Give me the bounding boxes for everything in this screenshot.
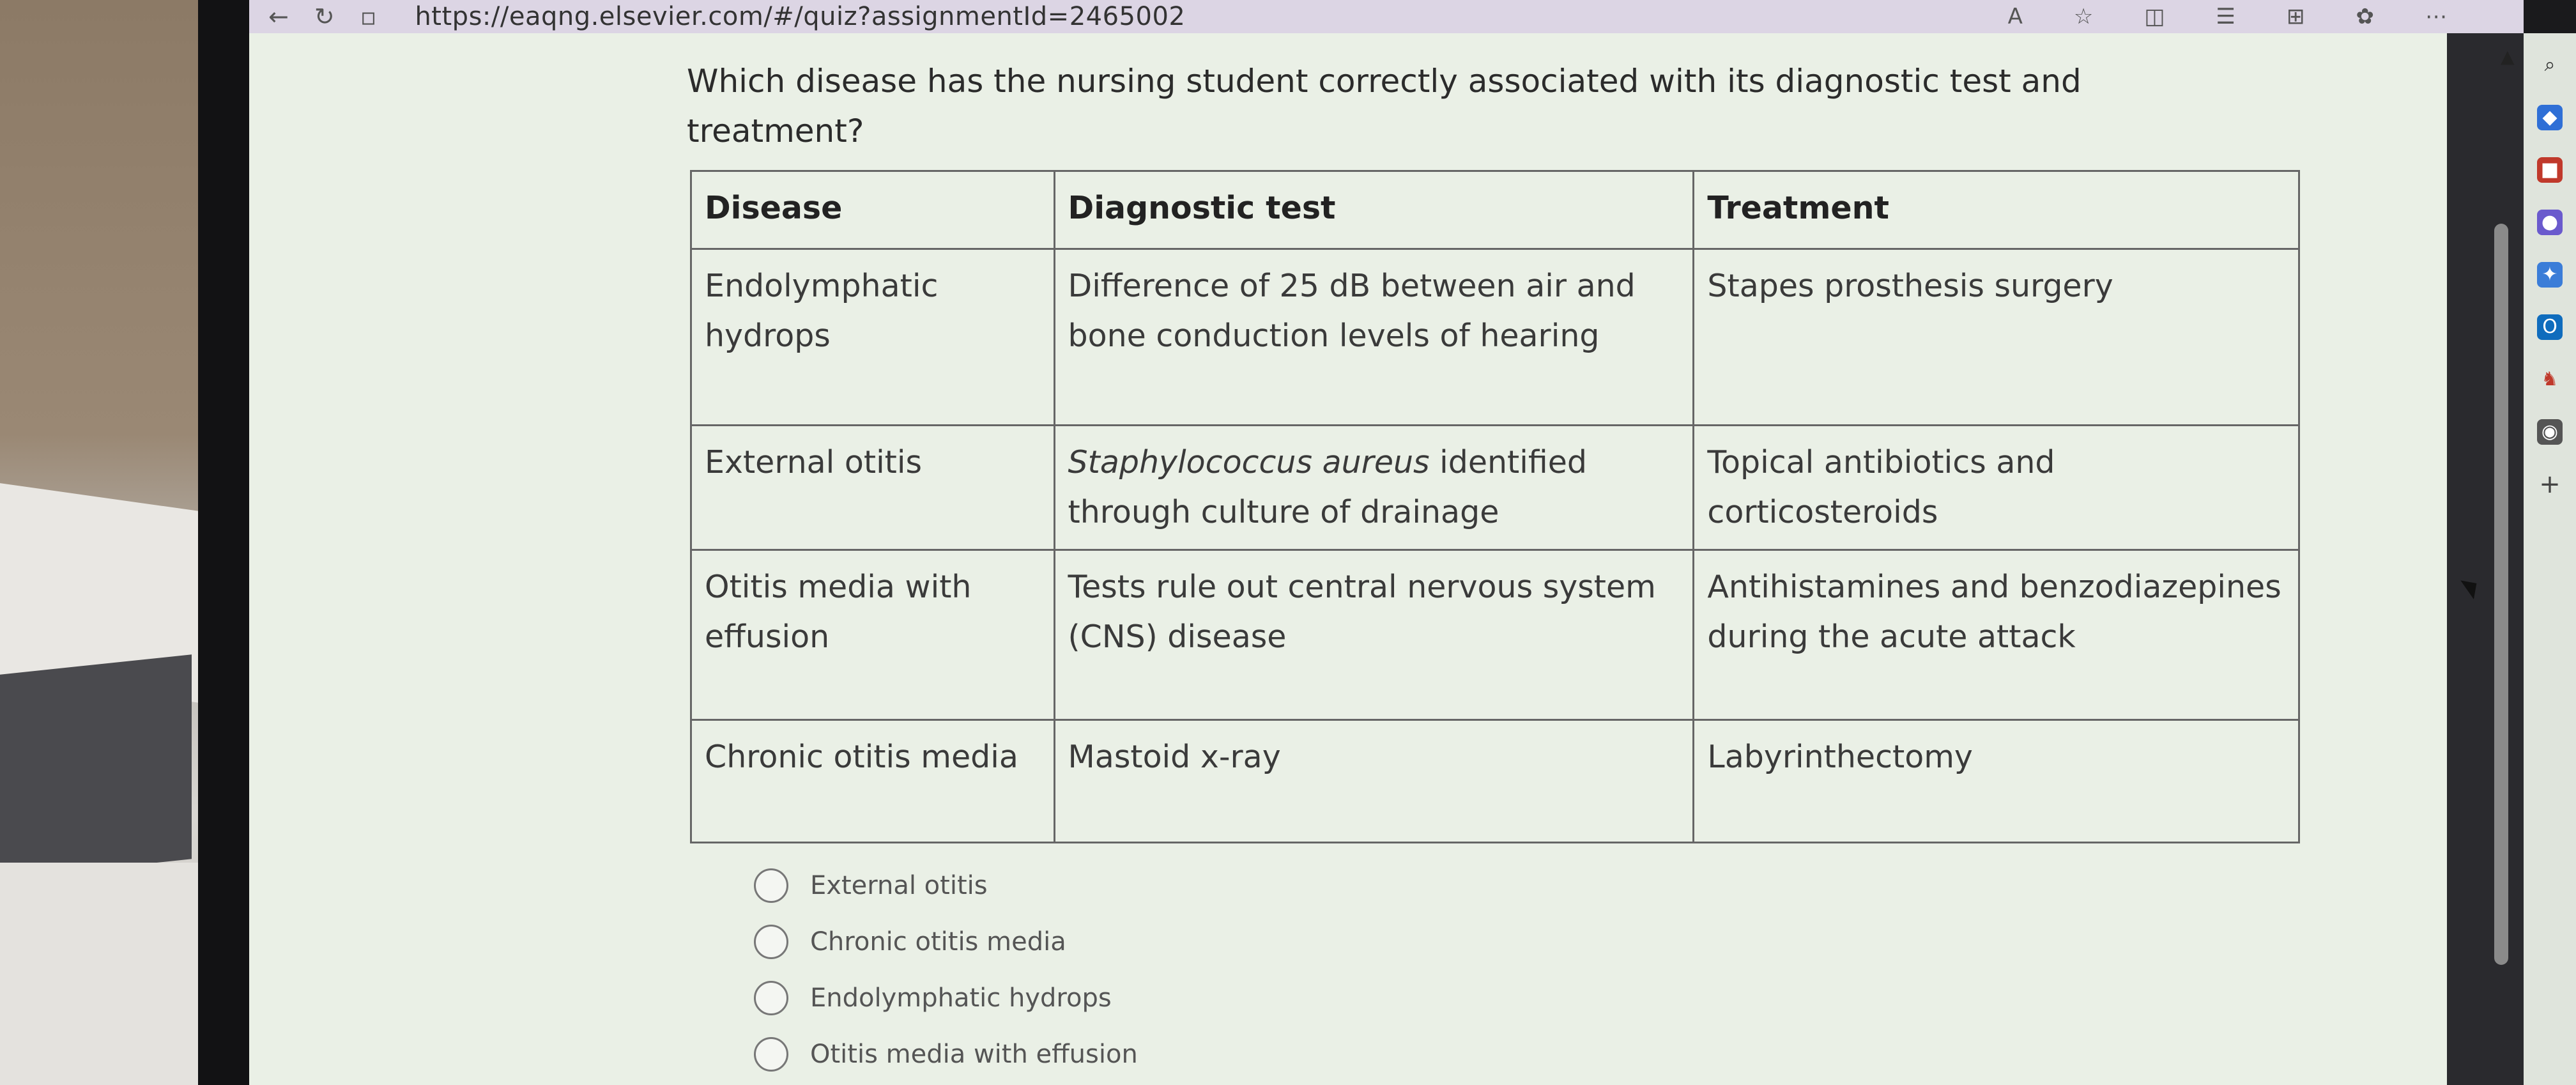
- add-icon[interactable]: +: [2539, 470, 2561, 499]
- nav-buttons: [268, 3, 376, 31]
- paper-sheet-lower: [0, 863, 230, 1085]
- scrollbar-thumb[interactable]: [2494, 224, 2508, 965]
- shopping-tag-icon[interactable]: ◆: [2537, 105, 2563, 130]
- dark-paper: [0, 654, 192, 879]
- read-aloud-icon[interactable]: A: [2007, 4, 2023, 29]
- favorite-star-icon[interactable]: ☆: [2073, 4, 2094, 29]
- treatment-cell: Topical antibiotics and corticosteroids: [1694, 426, 2299, 550]
- scroll-up-arrow-icon[interactable]: ▲: [2501, 46, 2515, 67]
- extensions-icon[interactable]: ✿: [2356, 4, 2374, 29]
- radio-button[interactable]: [754, 981, 788, 1015]
- reload-icon[interactable]: ↻: [314, 3, 335, 31]
- browser-actions: [2008, 4, 2447, 29]
- treatment-cell: Stapes prosthesis surgery: [1694, 249, 2299, 426]
- table-row: [691, 249, 2299, 426]
- disease-cell: Chronic otitis media: [691, 720, 1055, 843]
- monitor-bezel: [198, 0, 249, 1085]
- organism-name: Staphylococcus aureus: [1068, 444, 1430, 481]
- drop-icon[interactable]: ◉: [2537, 419, 2563, 445]
- treatment-cell: Antihistamines and benzodiazepines during the acute attack: [1694, 550, 2299, 720]
- test-text: identified through culture of drainage: [1068, 444, 1587, 530]
- outlook-icon[interactable]: O: [2537, 314, 2563, 340]
- option-label: Chronic otitis media: [810, 927, 1066, 957]
- address-bar[interactable]: https://eaqng.elsevier.com/#/quiz?assignmentId=2465002: [415, 2, 1186, 31]
- tools-briefcase-icon[interactable]: ■: [2537, 157, 2563, 183]
- test-cell: [1054, 426, 1694, 550]
- question-text: Which disease has the nursing student correctly associated with its diagnostic test and treatment?: [687, 63, 2082, 150]
- test-cell: [1054, 249, 1694, 426]
- answer-options: [754, 858, 1138, 1082]
- back-arrow-icon[interactable]: ←: [268, 3, 289, 31]
- sidebar-apps: [2524, 33, 2576, 1085]
- option-label: External otitis: [810, 871, 988, 900]
- page-info-icon[interactable]: ▫: [360, 3, 377, 31]
- split-screen-icon[interactable]: ◫: [2144, 4, 2165, 29]
- search-icon[interactable]: ⌕: [2544, 54, 2556, 76]
- people-icon[interactable]: ●: [2537, 210, 2563, 235]
- disease-cell: External otitis: [691, 426, 1055, 550]
- radio-button[interactable]: [754, 1037, 788, 1072]
- table-row: [691, 720, 2299, 843]
- test-text: Mastoid x-ray: [1068, 739, 1281, 775]
- browser-toolbar: [249, 0, 2524, 33]
- mouse-cursor-icon: [2460, 574, 2483, 599]
- option-otitis-media-with-effusion[interactable]: [754, 1026, 1138, 1082]
- favorites-list-icon[interactable]: ☰: [2216, 4, 2235, 29]
- header-disease: Disease: [691, 171, 1055, 249]
- disease-cell: Endolymphatic hydrops: [691, 249, 1055, 426]
- table-row: [691, 426, 2299, 550]
- option-external-otitis[interactable]: [754, 858, 1138, 914]
- header-treatment: Treatment: [1694, 171, 2299, 249]
- test-cell: [1054, 720, 1694, 843]
- more-menu-icon[interactable]: ⋯: [2425, 4, 2447, 29]
- test-cell: [1054, 550, 1694, 720]
- table-row: [691, 550, 2299, 720]
- option-label: Endolymphatic hydrops: [810, 983, 1112, 1013]
- collections-icon[interactable]: ⊞: [2287, 4, 2305, 29]
- table-header-row: [691, 171, 2299, 249]
- disease-cell: Otitis media with effusion: [691, 550, 1055, 720]
- treatment-cell: Labyrinthectomy: [1694, 720, 2299, 843]
- games-icon[interactable]: ♞: [2541, 368, 2559, 390]
- radio-button[interactable]: [754, 925, 788, 959]
- disease-table: [690, 170, 2300, 843]
- option-endolymphatic-hydrops[interactable]: [754, 970, 1138, 1026]
- option-label: Otitis media with effusion: [810, 1040, 1138, 1069]
- option-chronic-otitis-media[interactable]: [754, 914, 1138, 970]
- test-text: Difference of 25 dB between air and bone conduction levels of hearing: [1068, 268, 1636, 354]
- radio-button[interactable]: [754, 868, 788, 903]
- copilot-icon[interactable]: ✦: [2537, 262, 2563, 288]
- quiz-page: [249, 33, 2447, 1085]
- test-text: Tests rule out central nervous system (CNS) disease: [1068, 569, 1656, 655]
- header-diagnostic-test: Diagnostic test: [1054, 171, 1694, 249]
